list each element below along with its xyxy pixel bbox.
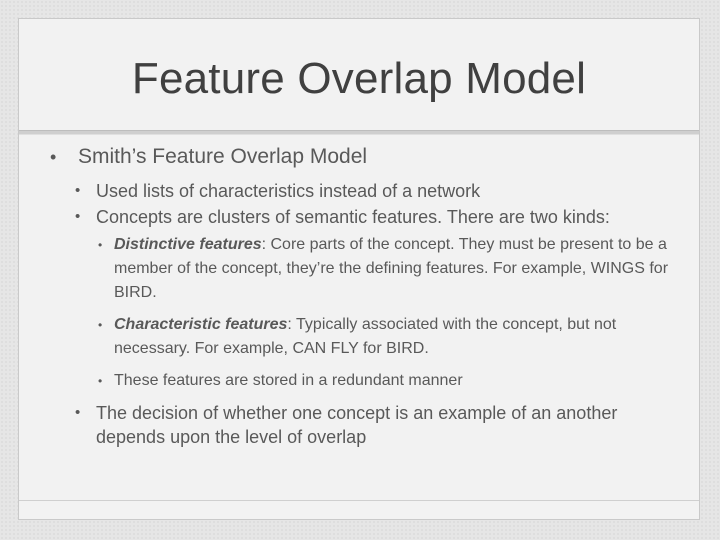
- bullet-text: : Typically associated with the concept, but not necessary. For example, CAN FLY for BIRD.: [114, 316, 617, 357]
- bullet-text: Concepts are clusters of semantic features. There are two kinds:: [96, 207, 610, 227]
- slide-title: Feature Overlap Model: [131, 54, 587, 103]
- bullet-level3: [19, 313, 699, 361]
- sub-bullet-group: [19, 233, 699, 393]
- bullet-icon: •: [75, 404, 81, 421]
- bullet-level3: [19, 233, 699, 305]
- bullet-level2: [19, 401, 699, 449]
- bullet-text: These features are stored in a redundant manner: [114, 372, 463, 389]
- bullet-icon: •: [50, 147, 57, 167]
- bullet-icon: •: [98, 374, 103, 388]
- bullet-text: Smith’s Feature Overlap Model: [78, 145, 368, 168]
- bullet-list: [19, 145, 699, 449]
- bullet-icon: •: [98, 238, 103, 252]
- bullet-text: : Core parts of the concept. They must be present to be a member of the concept, they’re the defining features. For example, WINGS for BIRD.: [114, 236, 669, 301]
- slide-content: [19, 145, 699, 451]
- bullet-level2: [19, 205, 699, 229]
- term-characteristic: Characteristic features: [114, 316, 288, 333]
- footer-divider: [19, 500, 699, 501]
- term-distinctive: Distinctive features: [114, 236, 262, 253]
- bullet-text: Used lists of characteristics instead of a network: [96, 181, 481, 201]
- bullet-level1: [19, 145, 699, 169]
- bullet-level2: [19, 179, 699, 203]
- title-divider: [19, 130, 699, 135]
- sub-bullet-list: [19, 233, 699, 393]
- bullet-icon: •: [75, 208, 81, 225]
- bullet-icon: •: [98, 318, 103, 332]
- bullet-level3: [19, 369, 699, 393]
- title-area: [19, 19, 699, 131]
- slide-frame: [18, 18, 700, 520]
- bullet-text: The decision of whether one concept is an example of an another depends upon the level of overlap: [96, 403, 618, 447]
- bullet-icon: •: [75, 182, 81, 199]
